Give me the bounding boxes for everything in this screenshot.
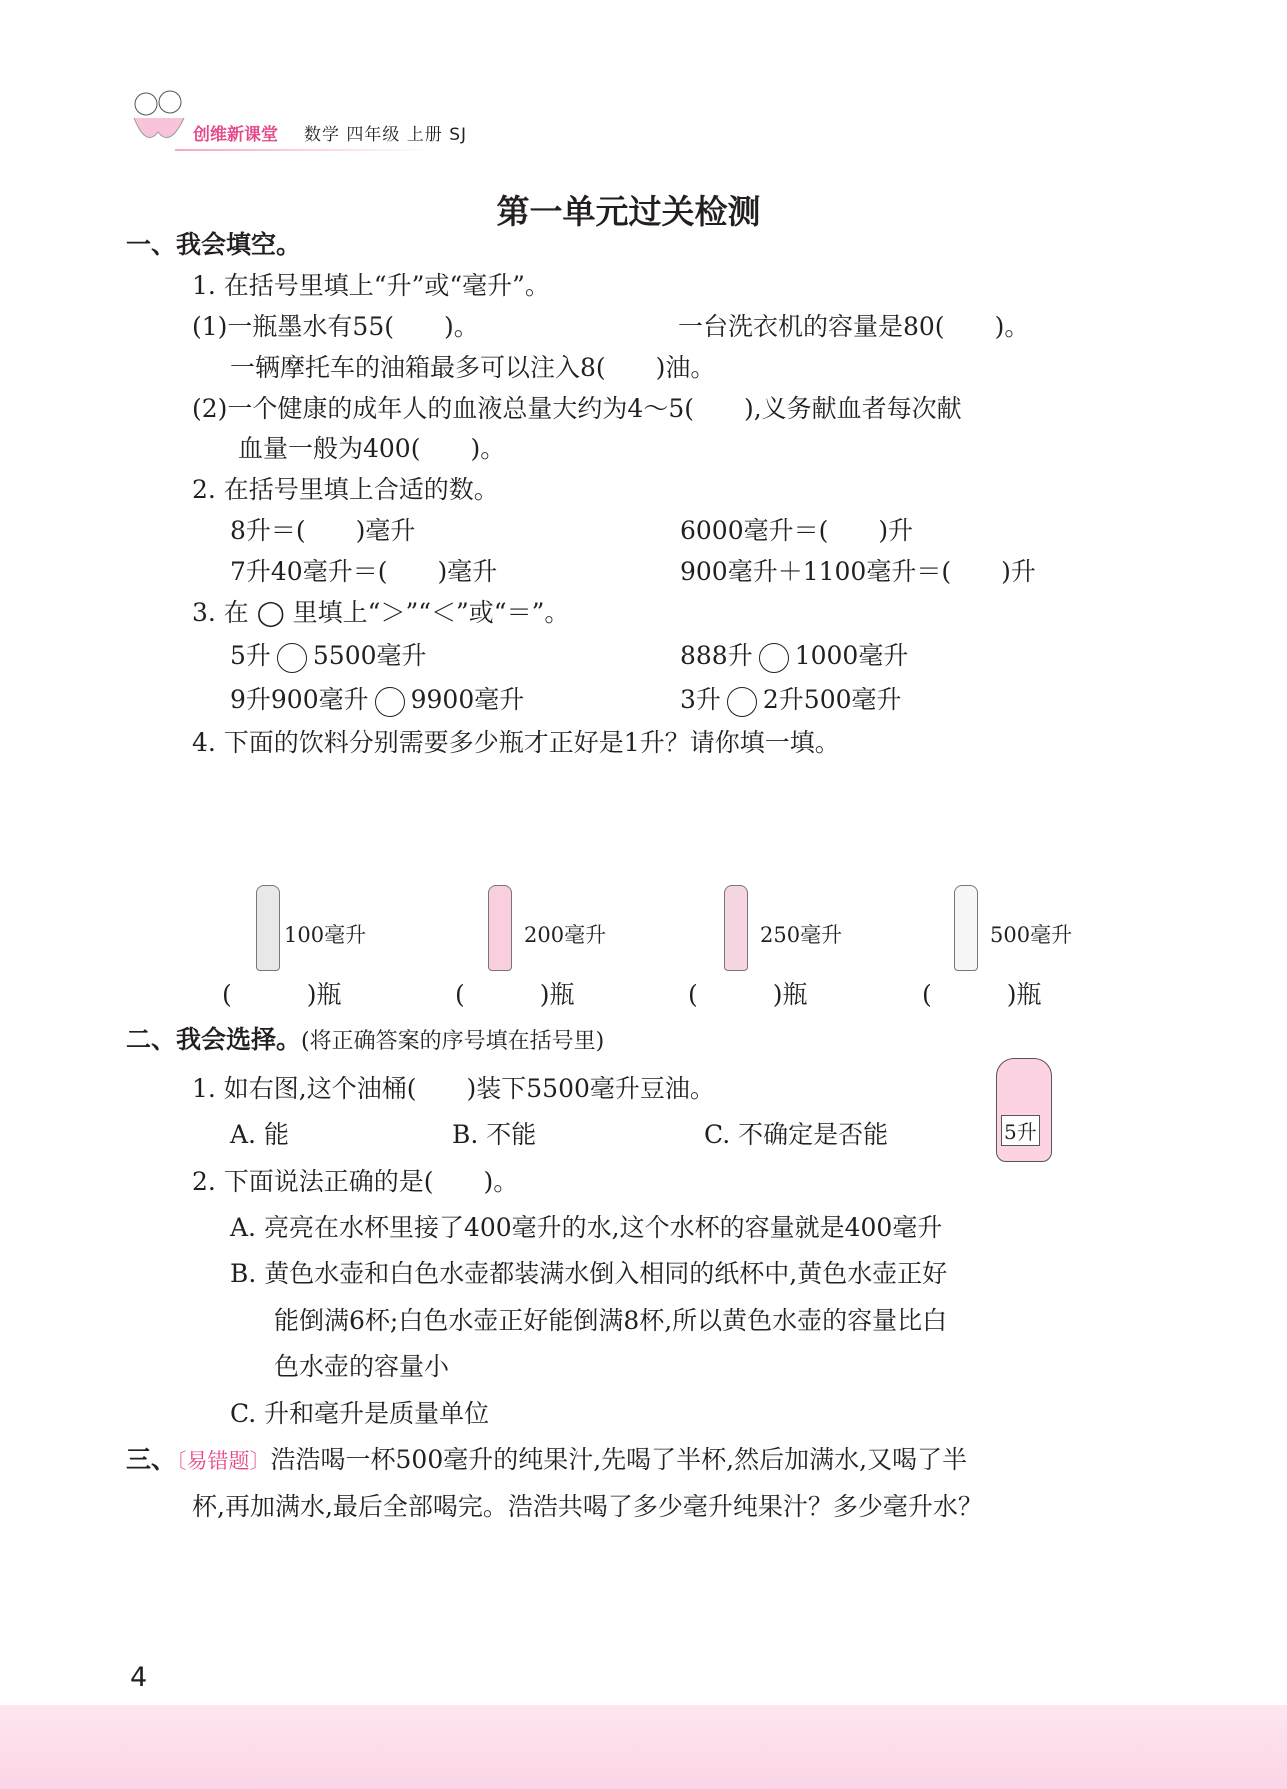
bottle-icon xyxy=(256,885,280,971)
q3-right: 9900毫升 xyxy=(410,685,525,714)
q3-item xyxy=(680,641,908,673)
bottle-answer[interactable]: ( )瓶 xyxy=(222,980,342,1009)
bottle-answer[interactable]: ( )瓶 xyxy=(688,980,808,1009)
header-divider xyxy=(175,149,435,151)
compare-circle[interactable] xyxy=(727,687,757,717)
page-number: 4 xyxy=(130,1662,148,1693)
section-1-heading: 一、我会填空。 xyxy=(126,230,302,259)
question-1-2-line2: 血量一般为400( )。 xyxy=(238,434,506,463)
compare-circle[interactable] xyxy=(375,687,405,717)
footer-band xyxy=(0,1705,1287,1789)
s2-question-1: 1. 如右图,这个油桶( )装下5500毫升豆油。 xyxy=(192,1074,715,1103)
q3-left: 3升 xyxy=(680,685,721,714)
bottle-icon xyxy=(724,885,748,971)
q3-right: 2升500毫升 xyxy=(762,685,902,714)
option-a: A. 亮亮在水杯里接了400毫升的水,这个水杯的容量就是400毫升 xyxy=(230,1213,943,1242)
jug-label: 5升 xyxy=(1001,1115,1040,1146)
q3-right: 1000毫升 xyxy=(794,641,909,670)
question-1-1-line2: 一辆摩托车的油箱最多可以注入8( )油。 xyxy=(230,353,716,382)
bottle-label: 100毫升 xyxy=(284,923,367,947)
section-2-note: (将正确答案的序号填在括号里) xyxy=(301,1029,605,1054)
q3-left: 9升900毫升 xyxy=(230,685,369,714)
s2-question-2: 2. 下面说法正确的是( )。 xyxy=(192,1167,519,1196)
bottle-icon xyxy=(954,885,978,971)
option-b: B. 不能 xyxy=(452,1120,537,1149)
q2-item: 8升＝( )毫升 xyxy=(230,516,416,545)
q3-item xyxy=(230,641,427,673)
q3-item xyxy=(680,685,902,717)
bottle-icon xyxy=(488,885,512,971)
q2-item: 900毫升＋1100毫升＝( )升 xyxy=(680,557,1036,586)
option-a: A. 能 xyxy=(230,1120,289,1149)
bottle-answer[interactable]: ( )瓶 xyxy=(455,980,575,1009)
option-c: C. 不确定是否能 xyxy=(704,1120,889,1149)
option-b: B. 黄色水壶和白色水壶都装满水倒入相同的纸杯中,黄色水壶正好 xyxy=(230,1259,948,1288)
question-3: 3. 在 ◯ 里填上“＞”“＜”或“＝”。 xyxy=(192,598,570,627)
page-title: 第一单元过关检测 xyxy=(496,192,761,231)
section-3-heading: 三、 xyxy=(126,1445,177,1474)
oil-jug-image xyxy=(996,1058,1052,1162)
s3-line2: 杯,再加满水,最后全部喝完。浩浩共喝了多少毫升纯果汁？多少毫升水？ xyxy=(192,1492,983,1521)
brand-name: 创维新课堂 xyxy=(193,125,278,145)
q2-item: 6000毫升＝( )升 xyxy=(680,516,914,545)
bottle-label: 250毫升 xyxy=(760,923,843,947)
question-1: 1. 在括号里填上“升”或“毫升”。 xyxy=(192,271,550,300)
q3-left: 5升 xyxy=(230,641,271,670)
question-4: 4. 下面的饮料分别需要多少瓶才正好是1升？请你填一填。 xyxy=(192,728,840,757)
q3-right: 5500毫升 xyxy=(312,641,427,670)
question-1-1-right: 一台洗衣机的容量是80( )。 xyxy=(678,312,1030,341)
option-b-line2: 能倒满6杯;白色水壶正好能倒满8杯,所以黄色水壶的容量比白 xyxy=(274,1306,948,1335)
error-prone-tag: 〔易错题〕 xyxy=(176,1449,271,1473)
q3-left: 888升 xyxy=(680,641,753,670)
bottle-answer[interactable]: ( )瓶 xyxy=(922,980,1042,1009)
q2-item: 7升40毫升＝( )毫升 xyxy=(230,557,498,586)
question-2: 2. 在括号里填上合适的数。 xyxy=(192,475,499,504)
cartoon-kids-logo xyxy=(126,88,196,152)
bottle-label: 500毫升 xyxy=(990,923,1073,947)
s3-line1: 浩浩喝一杯500毫升的纯果汁,先喝了半杯,然后加满水,又喝了半 xyxy=(270,1445,968,1474)
question-1-2-line1: (2)一个健康的成年人的血液总量大约为4～5( ),义务献血者每次献 xyxy=(192,394,962,423)
option-c: C. 升和毫升是质量单位 xyxy=(230,1399,490,1428)
question-1-1-left: (1)一瓶墨水有55( )。 xyxy=(192,312,479,341)
bottle-label: 200毫升 xyxy=(524,923,607,947)
q3-item xyxy=(230,685,524,717)
compare-circle[interactable] xyxy=(759,643,789,673)
compare-circle[interactable] xyxy=(277,643,307,673)
section-2-heading: 二、我会选择。 xyxy=(126,1025,302,1054)
option-b-line3: 色水壶的容量小 xyxy=(274,1352,450,1381)
book-info: 数学 四年级 上册 SJ xyxy=(304,125,468,145)
